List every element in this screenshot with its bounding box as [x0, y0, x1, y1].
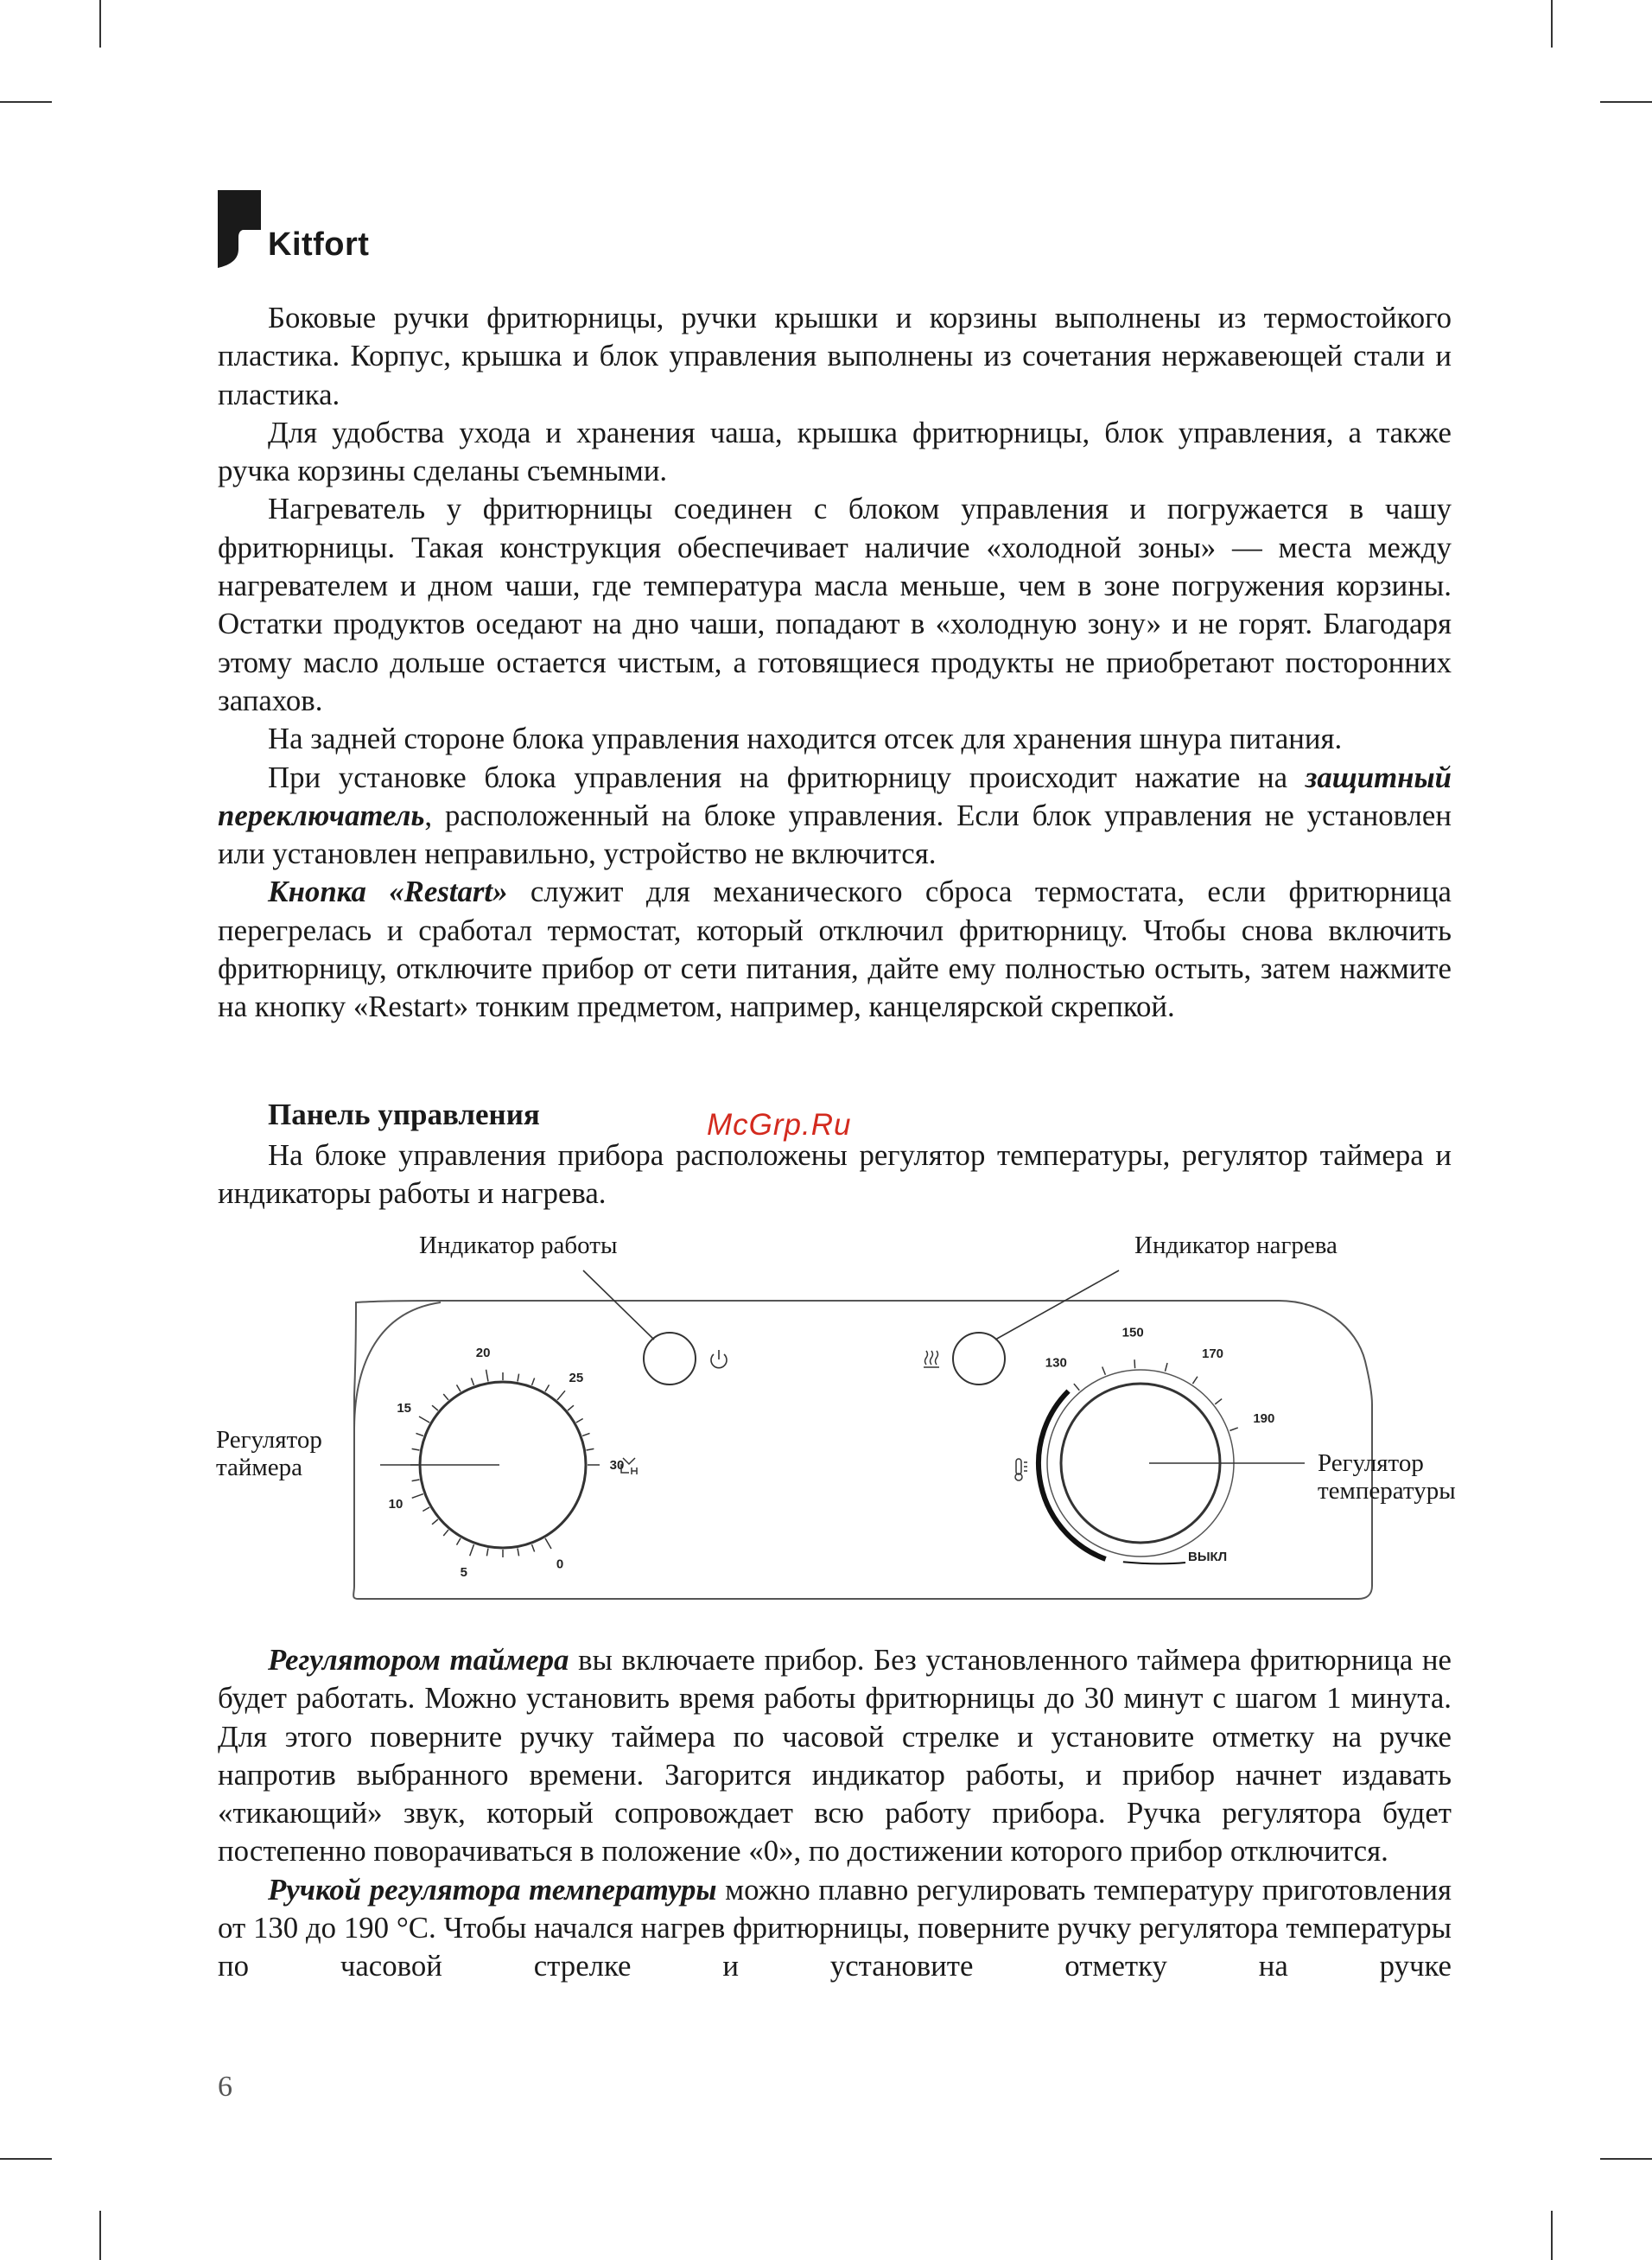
page-number: 6 [218, 2071, 232, 2103]
watermark: McGrp.Ru [707, 1108, 852, 1142]
temperature-tick [1074, 1384, 1079, 1391]
emphasis-term: Регулятором таймера [268, 1643, 569, 1677]
paragraph-p1 [218, 299, 1452, 414]
timer-tick [412, 1494, 423, 1499]
temperature-off-line [1123, 1562, 1185, 1563]
label-timer-regulator [216, 1426, 322, 1481]
timer-tick [412, 1448, 420, 1450]
crop-mark [0, 101, 52, 103]
timer-tick [457, 1538, 461, 1545]
timer-tick [416, 1433, 423, 1436]
timer-tick [568, 1405, 574, 1410]
timer-scale-label: 25 [569, 1370, 584, 1385]
paragraph-p7 [218, 1641, 1452, 1871]
temperature-off-label: ВЫКЛ [1188, 1550, 1228, 1564]
timer-scale-label: 15 [397, 1401, 412, 1416]
timer-tick [432, 1519, 438, 1525]
leader-line-heat [995, 1270, 1119, 1340]
heat-indicator-lamp [953, 1333, 1005, 1385]
paragraph-p5 [218, 759, 1452, 874]
text-run: Боковые ручки фритюрницы, ручки крышки и корзины выполнены из термостойкого пластика. Корпус, крышка и блок управления выполнены из сочетания нержавеющей стали и пластика. [218, 301, 1452, 411]
timer-tick [576, 1419, 583, 1423]
power-icon [711, 1350, 727, 1368]
heat-icon [924, 1351, 939, 1367]
kitfort-logo-icon [216, 188, 268, 271]
timer-scale-label: 20 [475, 1346, 491, 1361]
label-temp-line1: Регулятор [1318, 1449, 1424, 1477]
thermometer-icon [1015, 1459, 1027, 1480]
timer-tick [587, 1448, 594, 1450]
timer-tick [532, 1378, 535, 1385]
timer-tick [582, 1433, 589, 1436]
text-run: На задней стороне блока управления находится отсек для хранения шнура питания. [268, 722, 1343, 756]
temperature-scale-label: 190 [1253, 1411, 1275, 1427]
timer-tick [518, 1549, 519, 1557]
emphasis-term: защитный переключатель [218, 760, 1452, 832]
paragraph-p2 [218, 414, 1452, 491]
crop-mark [1551, 0, 1553, 48]
body-text-top [218, 299, 1452, 1027]
text-run: вы включаете прибор. Без установленного таймера фритюрница не будет работать. Можно установить время работы фритюрницы до 30 минут с шагом 1 минута. Для этого поверните ручку таймера по часовой стрелке и установите отметку на ручке напротив выбранного времени. Загорится индикатор работы, и прибор начнет издавать «тикающий» звук, который сопровождает всю работу прибора. Ручка регулятора будет постепенно поворачиваться в положение «0», по достижении которого прибор отключится. [218, 1643, 1452, 1868]
timer-scale-label: 5 [460, 1565, 468, 1581]
label-power-indicator: Индикатор работы [419, 1232, 618, 1259]
power-indicator-lamp [644, 1333, 696, 1385]
label-temperature-regulator [1318, 1449, 1456, 1505]
label-timer-line1: Регулятор [216, 1426, 322, 1454]
control-panel-drawing [207, 1232, 1503, 1612]
text-run: можно плавно регулировать температуру приготовления от 130 до 190 °С. Чтобы начался нагрев фритюрницы, поверните ручку регулятора температуры по часовой стрелке и установите отметку на ручке [218, 1872, 1452, 1983]
timer-tick [412, 1480, 420, 1481]
temperature-scale-label: 130 [1045, 1355, 1067, 1371]
paragraph-p6 [218, 873, 1452, 1026]
text-run: Для удобства ухода и хранения чаша, крышка фритюрницы, блок управления, а также ручка корзины сделаны съемными. [218, 415, 1452, 488]
crop-mark [0, 2158, 52, 2160]
crop-mark [99, 2211, 101, 2260]
timer-tick [470, 1544, 474, 1556]
paragraph-p8 [218, 1871, 1452, 1986]
emphasis-term: Ручкой регулятора температуры [268, 1872, 717, 1907]
text-run: Нагреватель у фритюрницы соединен с блоком управления и погружается в чашу фритюрницы. Такая конструкция обеспечивает наличие «холодной зоны» — места между нагревателем и дном чаши, где температура масла меньше, чем в зоне погружения корзины. Остатки продуктов оседают на дно чаши, попадают в «холодную зону» и не горят. Благодаря этому масло дольше остается чистым, а готовящиеся продукты не приобретают посторонних запахов. [218, 492, 1452, 717]
body-text-bottom [218, 1641, 1452, 1986]
timer-tick [423, 1507, 429, 1512]
timer-tick [486, 1549, 488, 1557]
temperature-tick [1192, 1377, 1197, 1384]
brand-name: Kitfort [268, 226, 370, 263]
timer-tick [443, 1530, 448, 1536]
crop-mark [1600, 2158, 1652, 2160]
intro-paragraph: На блоке управления прибора расположены регулятор температуры, регулятор таймера и индикаторы работы и нагрева. [218, 1138, 1452, 1211]
section-intro [218, 1136, 1452, 1213]
temperature-tick [1229, 1428, 1237, 1430]
paragraph-p4 [218, 720, 1452, 758]
temperature-tick [1215, 1399, 1222, 1404]
timer-tick [419, 1416, 429, 1423]
timer-tick [471, 1378, 473, 1385]
crop-mark [1551, 2211, 1553, 2260]
temperature-scale-label: 150 [1121, 1325, 1144, 1340]
emphasis-term: Кнопка «Restart» [268, 875, 508, 909]
timer-tick [545, 1538, 551, 1549]
timer-tick [557, 1391, 565, 1400]
timer-tick [518, 1374, 519, 1382]
section-heading: Панель управления [268, 1098, 540, 1131]
crop-mark [1600, 101, 1652, 103]
control-panel-diagram [207, 1232, 1503, 1612]
timer-scale-label: 0 [556, 1557, 564, 1572]
paragraph-p3 [218, 490, 1452, 720]
label-timer-line2: таймера [216, 1454, 303, 1481]
temperature-tick [1165, 1363, 1167, 1372]
timer-tick [432, 1405, 438, 1410]
temperature-tick [1102, 1366, 1106, 1374]
timer-tick [545, 1385, 550, 1391]
text-run: При установке блока управления на фритюрницу происходит нажатие на [268, 760, 1306, 794]
label-heat-indicator: Индикатор нагрева [1134, 1232, 1337, 1259]
leader-line-power [583, 1270, 654, 1340]
temperature-tick [1134, 1359, 1135, 1368]
timer-scale-label: 10 [388, 1497, 403, 1512]
label-temp-line2: температуры [1318, 1477, 1456, 1505]
timer-tick [443, 1394, 448, 1400]
timer-tick [532, 1544, 535, 1551]
temperature-scale-label: 170 [1202, 1346, 1224, 1362]
text-run: , расположенный на блоке управления. Если блок управления не установлен или установлен неправильно, устройство не включится. [218, 798, 1452, 871]
timer-tick [486, 1370, 488, 1382]
crop-mark [99, 0, 101, 48]
timer-scale-label: 30 [609, 1458, 625, 1473]
timer-tick [457, 1385, 461, 1391]
text-run: служит для механического сброса термостата, если фритюрница перегрелась и сработал термостат, который отключил фритюрницу. Чтобы снова включить фритюрницу, отключите прибор от сети питания, дайте ему полностью остыть, затем нажмите на кнопку «Restart» тонким предметом, например, канцелярской скрепкой. [218, 875, 1452, 1024]
